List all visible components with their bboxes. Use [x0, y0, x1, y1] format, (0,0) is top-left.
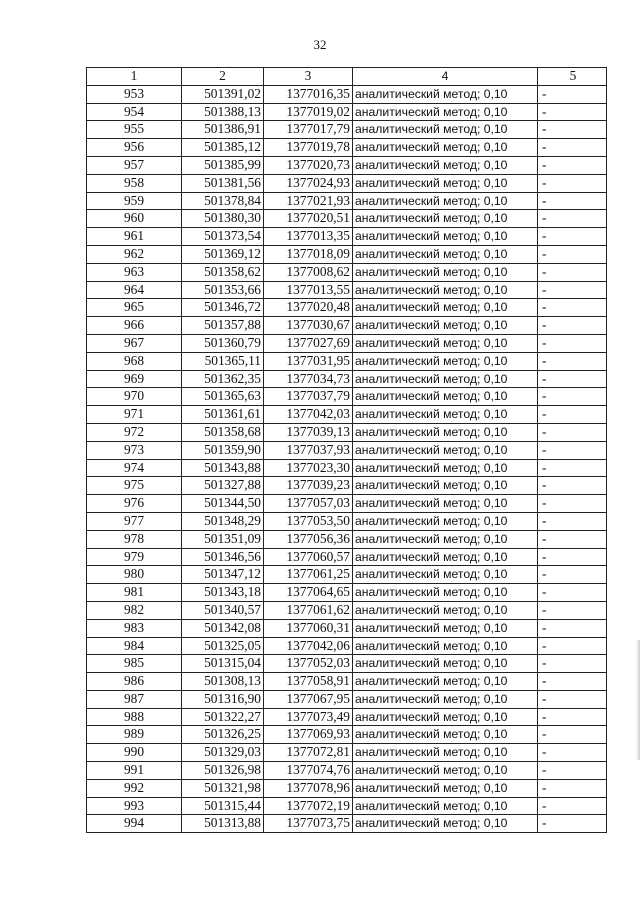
table-row [87, 388, 607, 406]
x-coordinate-cell: 501362,35 [182, 370, 264, 388]
x-coordinate-cell: 501325,05 [182, 637, 264, 655]
description-cell: - [538, 441, 607, 459]
method-accuracy-cell: аналитический метод; 0,10 [353, 566, 538, 584]
description-cell: - [538, 334, 607, 352]
method-accuracy-cell: аналитический метод; 0,10 [353, 245, 538, 263]
y-coordinate-cell: 1377057,03 [264, 495, 353, 513]
description-cell: - [538, 192, 607, 210]
description-cell: - [538, 726, 607, 744]
x-coordinate-cell: 501358,62 [182, 263, 264, 281]
method-accuracy-cell: аналитический метод; 0,10 [353, 762, 538, 780]
point-number-cell: 975 [87, 477, 182, 495]
description-cell: - [538, 210, 607, 228]
y-coordinate-cell: 1377020,48 [264, 299, 353, 317]
y-coordinate-cell: 1377078,96 [264, 779, 353, 797]
table-row [87, 406, 607, 424]
point-number-cell: 994 [87, 815, 182, 833]
table-row [87, 263, 607, 281]
table-row [87, 797, 607, 815]
method-accuracy-cell: аналитический метод; 0,10 [353, 673, 538, 691]
x-coordinate-cell: 501346,56 [182, 548, 264, 566]
table-row [87, 299, 607, 317]
y-coordinate-cell: 1377013,35 [264, 228, 353, 246]
y-coordinate-cell: 1377053,50 [264, 512, 353, 530]
point-number-cell: 988 [87, 708, 182, 726]
description-cell: - [538, 263, 607, 281]
x-coordinate-cell: 501343,18 [182, 584, 264, 602]
x-coordinate-cell: 501381,56 [182, 174, 264, 192]
x-coordinate-cell: 501360,79 [182, 334, 264, 352]
x-coordinate-cell: 501315,04 [182, 655, 264, 673]
method-accuracy-cell: аналитический метод; 0,10 [353, 797, 538, 815]
x-coordinate-cell: 501342,08 [182, 619, 264, 637]
table-row [87, 103, 607, 121]
table-row [87, 121, 607, 139]
point-number-cell: 955 [87, 121, 182, 139]
method-accuracy-cell: аналитический метод; 0,10 [353, 281, 538, 299]
table-row [87, 779, 607, 797]
point-number-cell: 972 [87, 423, 182, 441]
method-accuracy-cell: аналитический метод; 0,10 [353, 495, 538, 513]
description-cell: - [538, 548, 607, 566]
y-coordinate-cell: 1377020,51 [264, 210, 353, 228]
point-number-cell: 966 [87, 317, 182, 335]
method-accuracy-cell: аналитический метод; 0,10 [353, 121, 538, 139]
point-number-cell: 985 [87, 655, 182, 673]
description-cell: - [538, 228, 607, 246]
y-coordinate-cell: 1377061,25 [264, 566, 353, 584]
x-coordinate-cell: 501322,27 [182, 708, 264, 726]
y-coordinate-cell: 1377019,78 [264, 139, 353, 157]
point-number-cell: 970 [87, 388, 182, 406]
point-number-cell: 959 [87, 192, 182, 210]
method-accuracy-cell: аналитический метод; 0,10 [353, 156, 538, 174]
method-accuracy-cell: аналитический метод; 0,10 [353, 512, 538, 530]
y-coordinate-cell: 1377042,06 [264, 637, 353, 655]
y-coordinate-cell: 1377039,13 [264, 423, 353, 441]
method-accuracy-cell: аналитический метод; 0,10 [353, 477, 538, 495]
method-accuracy-cell: аналитический метод; 0,10 [353, 619, 538, 637]
y-coordinate-cell: 1377060,57 [264, 548, 353, 566]
description-cell: - [538, 245, 607, 263]
y-coordinate-cell: 1377069,93 [264, 726, 353, 744]
table-row [87, 370, 607, 388]
y-coordinate-cell: 1377024,93 [264, 174, 353, 192]
point-number-cell: 981 [87, 584, 182, 602]
point-number-cell: 957 [87, 156, 182, 174]
table-row [87, 423, 607, 441]
x-coordinate-cell: 501313,88 [182, 815, 264, 833]
description-cell: - [538, 637, 607, 655]
point-number-cell: 969 [87, 370, 182, 388]
method-accuracy-cell: аналитический метод; 0,10 [353, 174, 538, 192]
description-cell: - [538, 530, 607, 548]
table-row [87, 815, 607, 833]
point-number-cell: 989 [87, 726, 182, 744]
point-number-cell: 976 [87, 495, 182, 513]
method-accuracy-cell: аналитический метод; 0,10 [353, 370, 538, 388]
x-coordinate-cell: 501351,09 [182, 530, 264, 548]
table-row [87, 744, 607, 762]
x-coordinate-cell: 501388,13 [182, 103, 264, 121]
x-coordinate-cell: 501358,68 [182, 423, 264, 441]
method-accuracy-cell: аналитический метод; 0,10 [353, 406, 538, 424]
x-coordinate-cell: 501321,98 [182, 779, 264, 797]
point-number-cell: 956 [87, 139, 182, 157]
description-cell: - [538, 406, 607, 424]
method-accuracy-cell: аналитический метод; 0,10 [353, 317, 538, 335]
table-row [87, 673, 607, 691]
y-coordinate-cell: 1377039,23 [264, 477, 353, 495]
x-coordinate-cell: 501373,54 [182, 228, 264, 246]
description-cell: - [538, 388, 607, 406]
y-coordinate-cell: 1377067,95 [264, 690, 353, 708]
x-coordinate-cell: 501361,61 [182, 406, 264, 424]
description-cell: - [538, 779, 607, 797]
x-coordinate-cell: 501326,25 [182, 726, 264, 744]
description-cell: - [538, 459, 607, 477]
method-accuracy-cell: аналитический метод; 0,10 [353, 655, 538, 673]
description-cell: - [538, 352, 607, 370]
description-cell: - [538, 85, 607, 103]
table-row [87, 192, 607, 210]
y-coordinate-cell: 1377072,19 [264, 797, 353, 815]
table-row [87, 655, 607, 673]
y-coordinate-cell: 1377016,35 [264, 85, 353, 103]
method-accuracy-cell: аналитический метод; 0,10 [353, 334, 538, 352]
y-coordinate-cell: 1377058,91 [264, 673, 353, 691]
point-number-cell: 984 [87, 637, 182, 655]
table-row [87, 708, 607, 726]
x-coordinate-cell: 501365,63 [182, 388, 264, 406]
x-coordinate-cell: 501369,12 [182, 245, 264, 263]
table-row [87, 690, 607, 708]
x-coordinate-cell: 501308,13 [182, 673, 264, 691]
description-cell: - [538, 370, 607, 388]
description-cell: - [538, 655, 607, 673]
y-coordinate-cell: 1377008,62 [264, 263, 353, 281]
y-coordinate-cell: 1377031,95 [264, 352, 353, 370]
method-accuracy-cell: аналитический метод; 0,10 [353, 441, 538, 459]
x-coordinate-cell: 501327,88 [182, 477, 264, 495]
point-number-cell: 979 [87, 548, 182, 566]
method-accuracy-cell: аналитический метод; 0,10 [353, 726, 538, 744]
point-number-cell: 990 [87, 744, 182, 762]
method-accuracy-cell: аналитический метод; 0,10 [353, 548, 538, 566]
table-row [87, 619, 607, 637]
point-number-cell: 983 [87, 619, 182, 637]
table-row [87, 566, 607, 584]
column-header-3: 3 [264, 68, 353, 86]
table-row [87, 601, 607, 619]
table-row [87, 281, 607, 299]
point-number-cell: 961 [87, 228, 182, 246]
y-coordinate-cell: 1377017,79 [264, 121, 353, 139]
column-header-1: 1 [87, 68, 182, 86]
point-number-cell: 977 [87, 512, 182, 530]
method-accuracy-cell: аналитический метод; 0,10 [353, 103, 538, 121]
point-number-cell: 962 [87, 245, 182, 263]
x-coordinate-cell: 501391,02 [182, 85, 264, 103]
description-cell: - [538, 317, 607, 335]
point-number-cell: 968 [87, 352, 182, 370]
point-number-cell: 987 [87, 690, 182, 708]
x-coordinate-cell: 501378,84 [182, 192, 264, 210]
x-coordinate-cell: 501343,88 [182, 459, 264, 477]
x-coordinate-cell: 501348,29 [182, 512, 264, 530]
table-row [87, 174, 607, 192]
table-row [87, 85, 607, 103]
description-cell: - [538, 619, 607, 637]
description-cell: - [538, 512, 607, 530]
description-cell: - [538, 174, 607, 192]
x-coordinate-cell: 501329,03 [182, 744, 264, 762]
description-cell: - [538, 690, 607, 708]
method-accuracy-cell: аналитический метод; 0,10 [353, 85, 538, 103]
method-accuracy-cell: аналитический метод; 0,10 [353, 637, 538, 655]
method-accuracy-cell: аналитический метод; 0,10 [353, 708, 538, 726]
column-header-2: 2 [182, 68, 264, 86]
method-accuracy-cell: аналитический метод; 0,10 [353, 530, 538, 548]
point-number-cell: 967 [87, 334, 182, 352]
x-coordinate-cell: 501380,30 [182, 210, 264, 228]
y-coordinate-cell: 1377061,62 [264, 601, 353, 619]
x-coordinate-cell: 501340,57 [182, 601, 264, 619]
x-coordinate-cell: 501344,50 [182, 495, 264, 513]
description-cell: - [538, 103, 607, 121]
y-coordinate-cell: 1377034,73 [264, 370, 353, 388]
table-row [87, 584, 607, 602]
table-row [87, 512, 607, 530]
method-accuracy-cell: аналитический метод; 0,10 [353, 690, 538, 708]
y-coordinate-cell: 1377023,30 [264, 459, 353, 477]
page-number: 32 [313, 37, 327, 52]
y-coordinate-cell: 1377030,67 [264, 317, 353, 335]
table-row [87, 637, 607, 655]
y-coordinate-cell: 1377072,81 [264, 744, 353, 762]
description-cell: - [538, 156, 607, 174]
point-number-cell: 971 [87, 406, 182, 424]
method-accuracy-cell: аналитический метод; 0,10 [353, 139, 538, 157]
x-coordinate-cell: 501353,66 [182, 281, 264, 299]
description-cell: - [538, 477, 607, 495]
method-accuracy-cell: аналитический метод; 0,10 [353, 459, 538, 477]
method-accuracy-cell: аналитический метод; 0,10 [353, 423, 538, 441]
point-number-cell: 954 [87, 103, 182, 121]
point-number-cell: 991 [87, 762, 182, 780]
description-cell: - [538, 495, 607, 513]
point-number-cell: 982 [87, 601, 182, 619]
x-coordinate-cell: 501346,72 [182, 299, 264, 317]
point-number-cell: 953 [87, 85, 182, 103]
column-header-4: 4 [353, 68, 538, 86]
method-accuracy-cell: аналитический метод; 0,10 [353, 744, 538, 762]
point-number-cell: 978 [87, 530, 182, 548]
point-number-cell: 980 [87, 566, 182, 584]
method-accuracy-cell: аналитический метод; 0,10 [353, 601, 538, 619]
table-row [87, 156, 607, 174]
description-cell: - [538, 762, 607, 780]
y-coordinate-cell: 1377019,02 [264, 103, 353, 121]
table-row [87, 548, 607, 566]
point-number-cell: 958 [87, 174, 182, 192]
description-cell: - [538, 815, 607, 833]
table-row [87, 210, 607, 228]
method-accuracy-cell: аналитический метод; 0,10 [353, 210, 538, 228]
x-coordinate-cell: 501357,88 [182, 317, 264, 335]
table-row [87, 245, 607, 263]
description-cell: - [538, 797, 607, 815]
point-number-cell: 974 [87, 459, 182, 477]
table-row [87, 530, 607, 548]
x-coordinate-cell: 501347,12 [182, 566, 264, 584]
point-number-cell: 993 [87, 797, 182, 815]
description-cell: - [538, 139, 607, 157]
x-coordinate-cell: 501385,99 [182, 156, 264, 174]
x-coordinate-cell: 501316,90 [182, 690, 264, 708]
x-coordinate-cell: 501315,44 [182, 797, 264, 815]
table-row [87, 477, 607, 495]
point-number-cell: 960 [87, 210, 182, 228]
description-cell: - [538, 601, 607, 619]
coordinates-table [86, 67, 607, 833]
y-coordinate-cell: 1377037,93 [264, 441, 353, 459]
table-row [87, 459, 607, 477]
description-cell: - [538, 299, 607, 317]
y-coordinate-cell: 1377073,49 [264, 708, 353, 726]
point-number-cell: 963 [87, 263, 182, 281]
table-row [87, 317, 607, 335]
table-row [87, 228, 607, 246]
y-coordinate-cell: 1377074,76 [264, 762, 353, 780]
y-coordinate-cell: 1377021,93 [264, 192, 353, 210]
method-accuracy-cell: аналитический метод; 0,10 [353, 263, 538, 281]
method-accuracy-cell: аналитический метод; 0,10 [353, 228, 538, 246]
y-coordinate-cell: 1377073,75 [264, 815, 353, 833]
description-cell: - [538, 744, 607, 762]
x-coordinate-cell: 501386,91 [182, 121, 264, 139]
y-coordinate-cell: 1377013,55 [264, 281, 353, 299]
method-accuracy-cell: аналитический метод; 0,10 [353, 584, 538, 602]
scan-edge-shadow [636, 640, 640, 760]
method-accuracy-cell: аналитический метод; 0,10 [353, 299, 538, 317]
x-coordinate-cell: 501385,12 [182, 139, 264, 157]
method-accuracy-cell: аналитический метод; 0,10 [353, 779, 538, 797]
y-coordinate-cell: 1377060,31 [264, 619, 353, 637]
table-row [87, 352, 607, 370]
description-cell: - [538, 121, 607, 139]
y-coordinate-cell: 1377042,03 [264, 406, 353, 424]
table-row [87, 495, 607, 513]
y-coordinate-cell: 1377020,73 [264, 156, 353, 174]
x-coordinate-cell: 501326,98 [182, 762, 264, 780]
point-number-cell: 965 [87, 299, 182, 317]
description-cell: - [538, 566, 607, 584]
point-number-cell: 986 [87, 673, 182, 691]
y-coordinate-cell: 1377027,69 [264, 334, 353, 352]
y-coordinate-cell: 1377018,09 [264, 245, 353, 263]
description-cell: - [538, 584, 607, 602]
y-coordinate-cell: 1377056,36 [264, 530, 353, 548]
table-row [87, 139, 607, 157]
point-number-cell: 964 [87, 281, 182, 299]
x-coordinate-cell: 501359,90 [182, 441, 264, 459]
y-coordinate-cell: 1377037,79 [264, 388, 353, 406]
point-number-cell: 973 [87, 441, 182, 459]
method-accuracy-cell: аналитический метод; 0,10 [353, 352, 538, 370]
header-row [87, 68, 607, 86]
method-accuracy-cell: аналитический метод; 0,10 [353, 815, 538, 833]
table-row [87, 762, 607, 780]
table-header [87, 68, 607, 86]
point-number-cell: 992 [87, 779, 182, 797]
table-body [87, 85, 607, 832]
x-coordinate-cell: 501365,11 [182, 352, 264, 370]
column-header-5: 5 [538, 68, 607, 86]
y-coordinate-cell: 1377052,03 [264, 655, 353, 673]
description-cell: - [538, 423, 607, 441]
description-cell: - [538, 708, 607, 726]
description-cell: - [538, 281, 607, 299]
table-row [87, 334, 607, 352]
description-cell: - [538, 673, 607, 691]
table-row [87, 441, 607, 459]
method-accuracy-cell: аналитический метод; 0,10 [353, 192, 538, 210]
method-accuracy-cell: аналитический метод; 0,10 [353, 388, 538, 406]
table-row [87, 726, 607, 744]
y-coordinate-cell: 1377064,65 [264, 584, 353, 602]
